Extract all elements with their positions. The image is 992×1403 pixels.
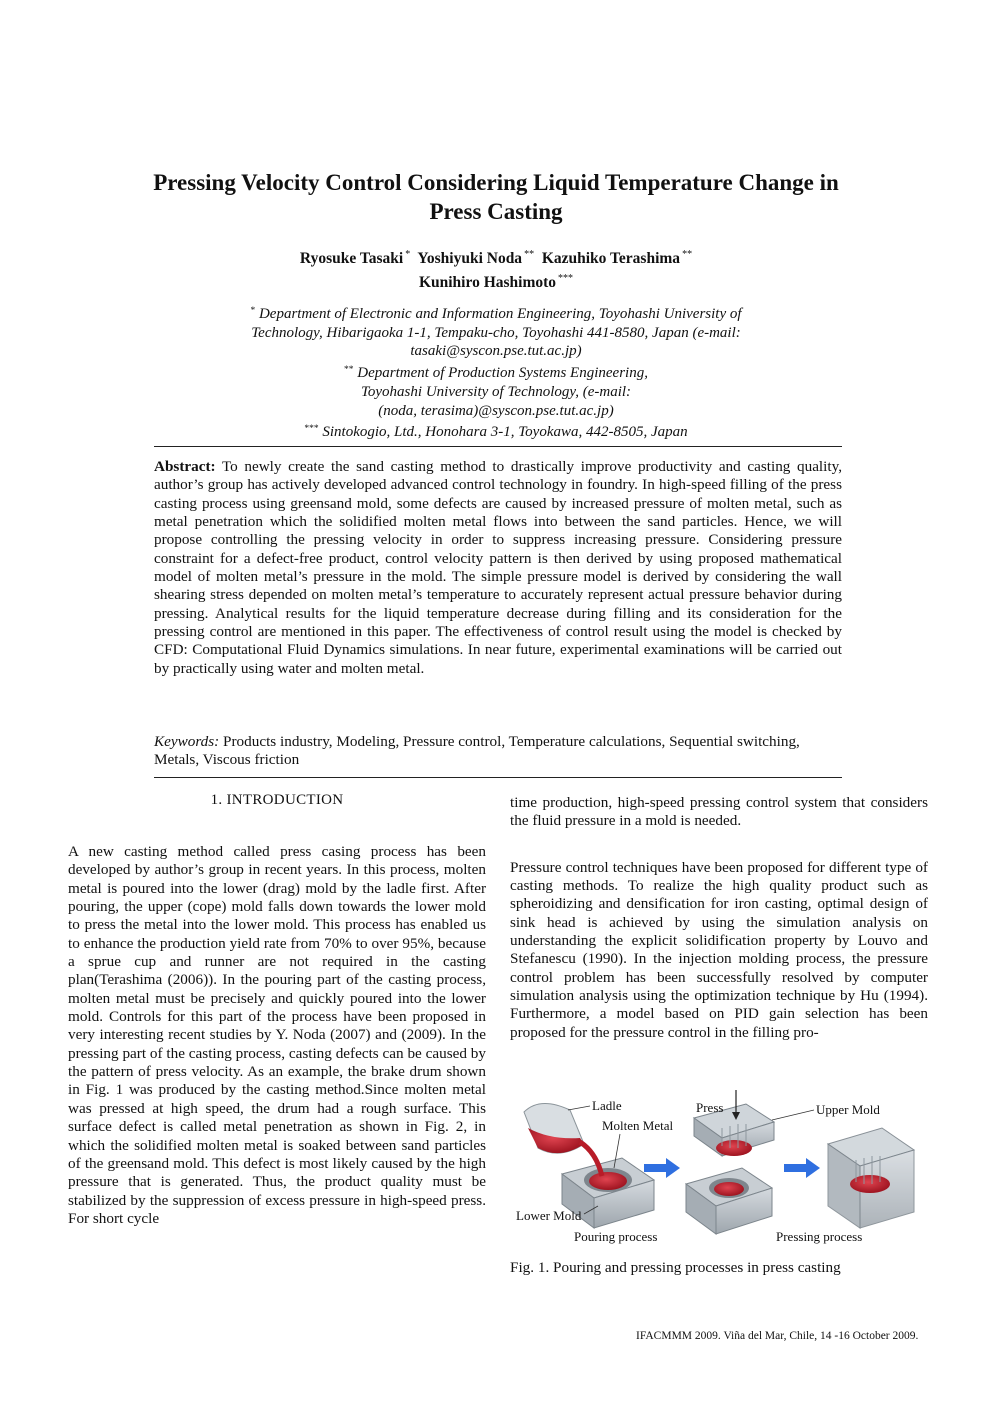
author-mark: ** — [682, 249, 693, 260]
author-name: Ryosuke Tasaki — [299, 250, 404, 267]
ladle — [524, 1103, 602, 1176]
figure-caption: Fig. 1. Pouring and pressing processes in press casting — [510, 1259, 841, 1276]
paper-title: Pressing Velocity Control Considering Liquid Temperature Change in Press Casting — [153, 170, 839, 224]
author-mark: ** — [524, 249, 535, 260]
author-mark: * — [405, 249, 411, 260]
affiliation — [150, 302, 842, 361]
label-pouring-process: Pouring process — [574, 1229, 658, 1244]
affiliation-text: Department of Production Systems Engineering, Toyohashi University of Technology, (e-mail: (noda, terasima)@syscon.pse.tut.ac.jp) — [357, 365, 648, 419]
label-press: Press — [696, 1100, 724, 1115]
intro-paragraph: Pressure control techniques have been proposed for different type of casting methods. To realize the high quality product such as spheroidizing and densification for iron casting, optimal design of sink head is achieved by using the simulation analysis on understanding the explicit solidification property by Louvo and Stefanescu (1990). In the injection molding process, the pressure control problem has been successfully resolved by computer simulation analysis using the optimization technique by Hu (1994). Furthermore, a model based on PID gain selection has been proposed for the pressure control in the filling pro- — [510, 858, 928, 1041]
section-heading: 1. INTRODUCTION — [210, 792, 344, 808]
arrow-icon — [784, 1158, 820, 1178]
author-name: Kunihiro Hashimoto — [418, 274, 557, 291]
label-molten-metal: Molten Metal — [602, 1118, 674, 1133]
top-divider — [154, 446, 842, 447]
abstract-text: To newly create the sand casting method to drastically improve productivity and casting quality, author’s group has actively developed advanced control technology in foundry. In high-speed filling of the press casting process using greensand mold, some defects are caused by increased pressure of molten metal, such as metal penetration which the solidified molten metal flows into between the sand particles. Hence, we will propose controlling the pressing velocity in order to suppress increasing pressure. Considering pressure constraint for a defect-free product, control velocity pattern is then derived by using proposed mathematical model of molten metal’s pressure in the mold. The simple pressure model is derived by considering the wall shearing stress depended on molten metal’s temperature to accurately represent actual pressure behavior during pressing. Analytical results for the liquid temperature decrease during filling and its consideration for the pressing control are mentioned in this paper. The effectiveness of control result using the model is checked by CFD: Computational Fluid Dynamics simulations. In near future, experimental examinations will be carried out by practically using water and molten metal. — [154, 458, 842, 677]
page-footer: IFACMMM 2009. Viña del Mar, Chile, 14 -16 October 2009. — [636, 1330, 919, 1342]
abstract — [154, 458, 842, 678]
author-mark: *** — [558, 273, 574, 284]
press-casting-diagram — [510, 1088, 928, 1248]
arrow-icon — [644, 1158, 680, 1178]
lower-mold-middle — [686, 1168, 772, 1234]
bottom-divider — [154, 777, 842, 778]
closed-mold — [828, 1128, 914, 1228]
affiliation — [150, 361, 842, 420]
label-ladle: Ladle — [592, 1098, 622, 1113]
label-lower-mold: Lower Mold — [516, 1208, 582, 1223]
intro-paragraph: A new casting method called press casing process has been developed by author’s group in recent years. In this process, molten metal is poured into the lower (drag) mold by the ladle first. After pouring, the upper (cope) mold falls down towards the lower mold to press the metal into the lower mold. This process has enabled us to enhance the production yield rate from 70% to over 95%, because a sprue cup and runner are not required in the casting plan(Terashima (2006)). In the pouring part of the casting process, molten metal must be precisely and quickly poured into the lower mold. Controls for this part of the process have been proposed in very interesting recent studies by Y. Noda (2007) and (2009). In the pressing part of the casting process, casting defects can be caused by the pattern of press velocity. As an example, the brake drum shown in Fig. 1 was produced by the casting method.Since molten metal was pressed at high speed, the drum had a rough surface. This surface defect is called metal penetration as shown in Fig. 2, in which the solidified molten metal is soaked between sand particles of the greensand mold. This defect is most likely caused by the high pressure that is generated. Thus, the product quality must be stabilized by the suppression of excess pressure in high-speed press. For short cycle — [68, 843, 486, 1227]
affiliation-text: Department of Electronic and Information Engineering, Toyohashi University of Technology, Hibarigaoka 1-1, Tempaku-cho, Toyohashi 441-8580, Japan (e-mail: tasaki@syscon.pse.tut.ac.jp) — [251, 306, 742, 360]
author-name: Kazuhiko Terashima — [541, 250, 681, 267]
figure-1 — [510, 1088, 928, 1248]
keywords-label: Keywords: — [154, 733, 220, 750]
author-name: Yoshiyuki Noda — [417, 250, 523, 267]
right-column — [510, 794, 928, 1042]
affiliation-text: Sintokogio, Ltd., Honohara 3-1, Toyokawa, 442-8505, Japan — [322, 424, 688, 441]
affiliation-mark: ** — [344, 365, 354, 376]
author-list — [150, 245, 842, 293]
label-pressing-process: Pressing process — [776, 1229, 863, 1244]
affiliation-mark: * — [250, 306, 256, 316]
label-upper-mold: Upper Mold — [816, 1102, 880, 1117]
keywords — [154, 733, 842, 770]
intro-paragraph: time production, high-speed pressing control system that considers the fluid pressure in a mold is needed. — [510, 794, 928, 830]
affiliation-list — [150, 302, 842, 442]
keywords-text: Products industry, Modeling, Pressure control, Temperature calculations, Sequential switching, Metals, Viscous friction — [154, 733, 800, 769]
affiliation — [150, 420, 842, 442]
abstract-label: Abstract: — [154, 458, 216, 475]
affiliation-mark: *** — [304, 424, 319, 435]
left-column — [68, 843, 486, 1228]
